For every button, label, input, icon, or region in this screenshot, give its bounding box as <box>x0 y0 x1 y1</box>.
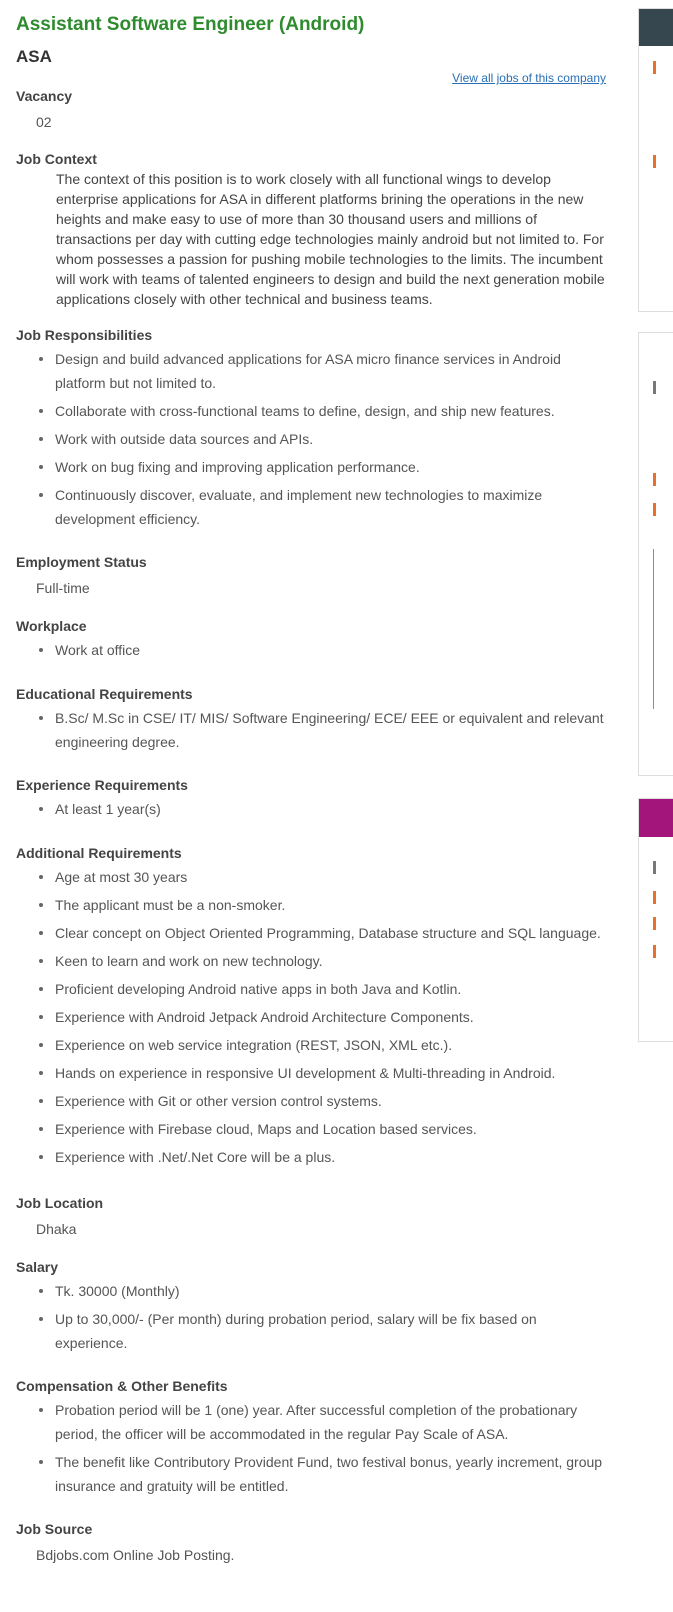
sidebar-panel-summary-header <box>639 9 673 46</box>
education-section <box>16 685 606 758</box>
list-item: Clear concept on Object Oriented Programming, Database structure and SQL language. <box>16 921 606 945</box>
additional-requirements-heading: Additional Requirements <box>16 845 182 861</box>
sidebar-summary-marker <box>653 155 656 168</box>
job-location-value: Dhaka <box>36 1221 77 1237</box>
employment-status-heading: Employment Status <box>16 554 147 570</box>
sidebar-apply-marker <box>653 473 656 486</box>
sidebar-apply-marker <box>653 503 656 516</box>
sidebar-panel-summary <box>638 8 673 312</box>
list-item: Design and build advanced applications for ASA micro finance services in Android platform but not limited to. <box>16 347 606 395</box>
list-item: Keen to learn and work on new technology. <box>16 949 606 973</box>
list-item: Experience with Git or other version control systems. <box>16 1089 606 1113</box>
list-item: The applicant must be a non-smoker. <box>16 893 606 917</box>
sidebar-apply-marker <box>653 381 656 394</box>
experience-list <box>16 797 606 821</box>
sidebar-company-marker <box>653 891 656 904</box>
job-title: Assistant Software Engineer (Android) <box>16 14 365 35</box>
job-location-heading: Job Location <box>16 1195 104 1211</box>
list-item: Probation period will be 1 (one) year. After successful completion of the probationary period, the officer will be accommodated in the regular Pay Scale of ASA. <box>16 1398 606 1446</box>
list-item: Proficient developing Android native apps in both Java and Kotlin. <box>16 977 606 1001</box>
sidebar-apply-divider <box>653 549 654 709</box>
benefits-list <box>16 1398 606 1498</box>
list-item: Collaborate with cross-functional teams to define, design, and ship new features. <box>16 399 606 423</box>
list-item: Up to 30,000/- (Per month) during probation period, salary will be fix based on experience. <box>16 1307 606 1355</box>
responsibilities-heading: Job Responsibilities <box>16 327 153 343</box>
additional-requirements-section <box>16 844 606 1173</box>
benefits-section <box>16 1377 606 1502</box>
education-list <box>16 706 606 754</box>
sidebar-summary-marker <box>653 61 656 74</box>
list-item: Work at office <box>16 638 606 662</box>
job-context-text: The context of this position is to work closely with all functional wings to develop enterprise applications for ASA in different platforms brining the operations in the new heights and make easy to use of more than 30 thousand users and millions of transactions per day with cutting edge technologies mainly android but not limited to. For whom possesses a passion for pushing mobile technologies to the limits. The incumbent will work with teams of talented engineers to design and build the next generation mobile applications closely with other technical and business teams. <box>56 171 605 307</box>
additional-requirements-list <box>16 865 606 1169</box>
sidebar-company-marker <box>653 861 656 874</box>
job-context-heading: Job Context <box>16 151 97 167</box>
job-source-heading: Job Source <box>16 1521 93 1537</box>
vacancy-section <box>16 87 606 132</box>
sidebar-panel-apply <box>638 332 673 776</box>
benefits-heading: Compensation & Other Benefits <box>16 1378 228 1394</box>
list-item: Experience with .Net/.Net Core will be a plus. <box>16 1145 606 1169</box>
list-item: Tk. 30000 (Monthly) <box>16 1279 606 1303</box>
job-source-value: Bdjobs.com Online Job Posting. <box>36 1547 235 1563</box>
sidebar-company-marker <box>653 945 656 958</box>
job-source-section <box>16 1520 606 1565</box>
list-item: Continuously discover, evaluate, and implement new technologies to maximize development efficiency. <box>16 483 606 531</box>
sidebar-panel-company-header <box>639 799 673 837</box>
workplace-section <box>16 617 606 666</box>
view-all-jobs-link[interactable]: View all jobs of this company <box>452 71 606 85</box>
salary-heading: Salary <box>16 1259 59 1275</box>
workplace-list <box>16 638 606 662</box>
experience-section <box>16 776 606 825</box>
employment-status-section <box>16 553 606 598</box>
list-item: Experience with Firebase cloud, Maps and Location based services. <box>16 1117 606 1141</box>
list-item: Age at most 30 years <box>16 865 606 889</box>
company-name: ASA <box>16 47 52 66</box>
sidebar-company-marker <box>653 917 656 930</box>
list-item: Work on bug fixing and improving application performance. <box>16 455 606 479</box>
workplace-heading: Workplace <box>16 618 87 634</box>
salary-section <box>16 1258 606 1359</box>
education-heading: Educational Requirements <box>16 686 193 702</box>
job-location-section <box>16 1194 606 1239</box>
list-item: Experience with Android Jetpack Android Architecture Components. <box>16 1005 606 1029</box>
list-item: B.Sc/ M.Sc in CSE/ IT/ MIS/ Software Engineering/ ECE/ EEE or equivalent and relevant engineering degree. <box>16 706 606 754</box>
list-item: The benefit like Contributory Provident Fund, two festival bonus, yearly increment, group insurance and gratuity will be entitled. <box>16 1450 606 1498</box>
list-item: Work with outside data sources and APIs. <box>16 427 606 451</box>
responsibilities-list <box>16 347 606 531</box>
responsibilities-section <box>16 326 606 535</box>
list-item: At least 1 year(s) <box>16 797 606 821</box>
list-item: Hands on experience in responsive UI development & Multi-threading in Android. <box>16 1061 606 1085</box>
sidebar-panel-company <box>638 798 673 1042</box>
vacancy-value: 02 <box>36 114 52 130</box>
employment-status-value: Full-time <box>36 580 90 596</box>
experience-heading: Experience Requirements <box>16 777 188 793</box>
list-item: Experience on web service integration (REST, JSON, XML etc.). <box>16 1033 606 1057</box>
vacancy-heading: Vacancy <box>16 88 73 104</box>
job-context-section <box>16 150 606 309</box>
salary-list <box>16 1279 606 1355</box>
